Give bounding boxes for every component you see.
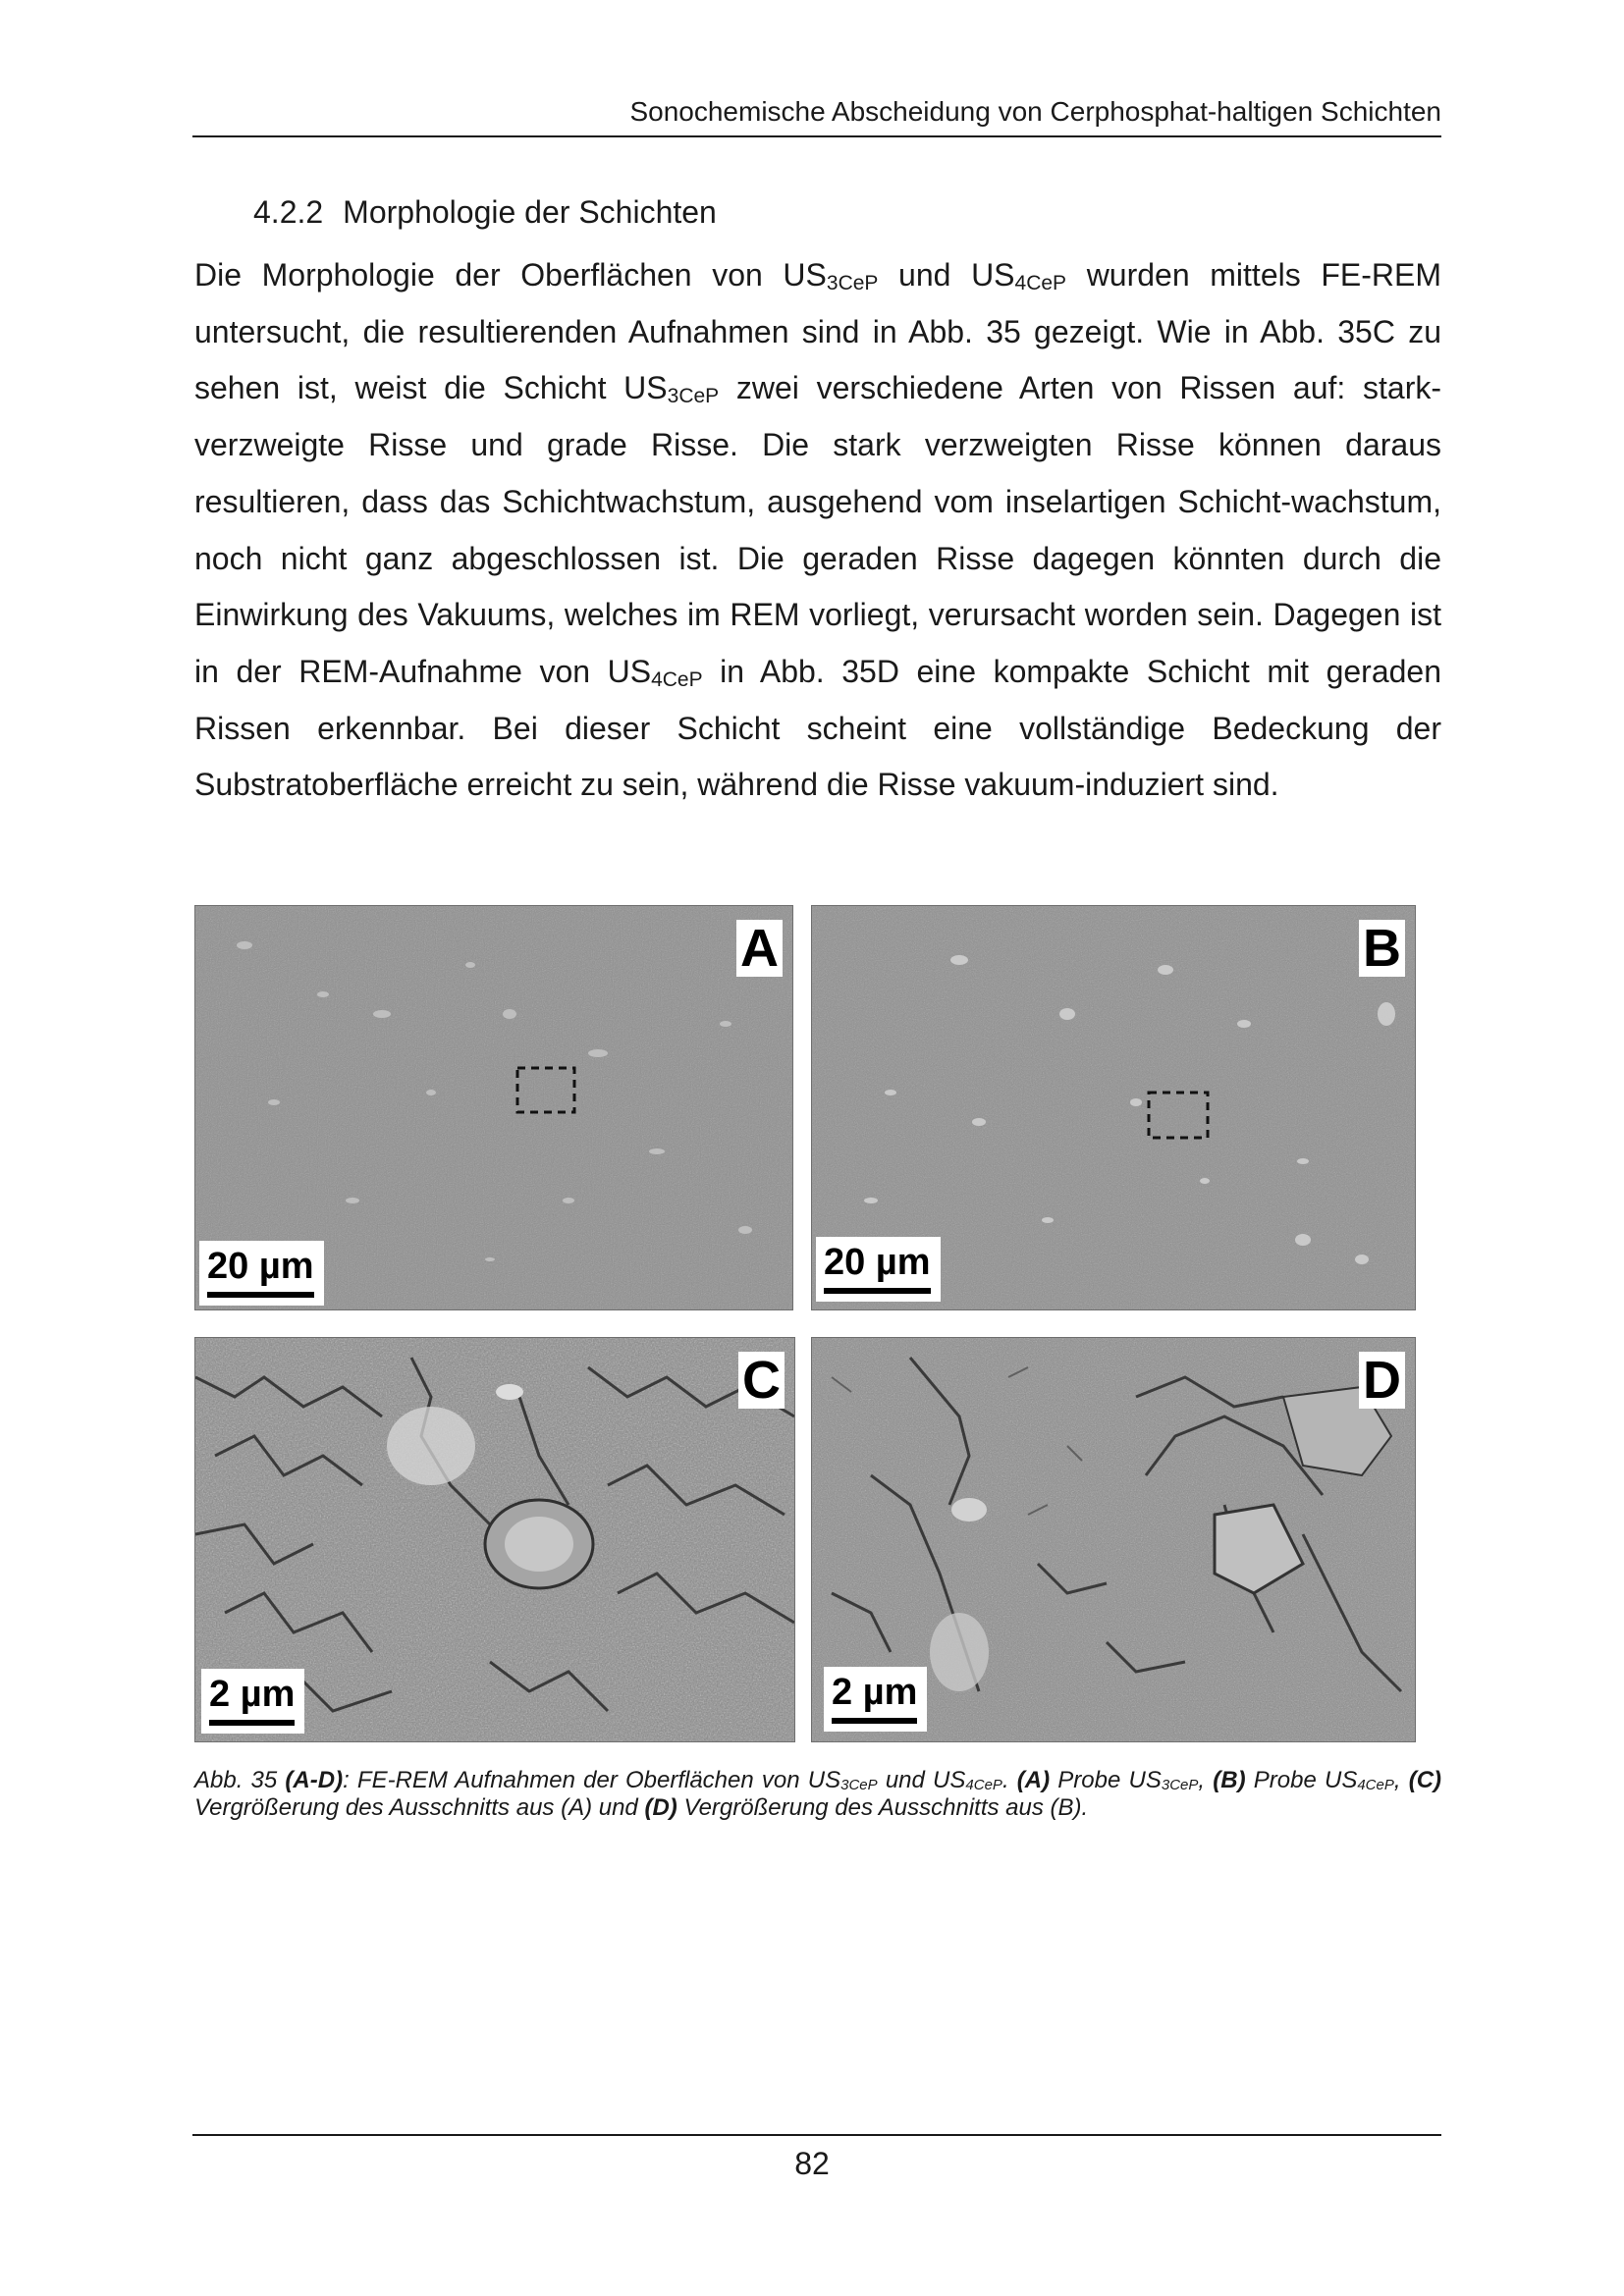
scale-label-d: 2 µm	[832, 1672, 918, 1713]
figure-caption	[194, 1767, 1441, 1822]
body-text-run: und US	[878, 257, 1015, 293]
caption-run: : FE-REM Aufnahmen der Oberflächen von US	[343, 1767, 841, 1793]
body-subscript: 3CeP	[826, 272, 879, 294]
caption-subscript: 4CeP	[965, 1777, 1002, 1793]
caption-bold-run: (A-D)	[285, 1767, 344, 1793]
scale-label-a: 20 µm	[207, 1246, 314, 1287]
sem-panel-b	[811, 905, 1416, 1310]
panel-label-c: C	[738, 1352, 785, 1409]
caption-run: ,	[1393, 1767, 1409, 1793]
body-subscript: 3CeP	[667, 385, 720, 408]
caption-subscript: 3CeP	[840, 1777, 878, 1793]
section-number: 4.2.2	[253, 194, 324, 230]
scale-bar-line-a	[207, 1292, 314, 1298]
body-text-run: in Abb. 35D eine kompakte Schicht mit geraden Rissen erkennbar. Bei dieser Schicht scheint eine vollständige Bedeckung der Substratoberfläche erreicht zu sein, während die Risse vakuum-induziert sind.	[194, 653, 1442, 803]
section-title: Morphologie der Schichten	[343, 194, 717, 230]
scale-bar-b	[816, 1237, 941, 1302]
sem-panel-c	[194, 1337, 795, 1742]
body-text-run: Die Morphologie der Oberflächen von US	[194, 257, 827, 293]
body-paragraph	[194, 247, 1441, 814]
panel-label-d: D	[1359, 1352, 1405, 1409]
caption-run: Probe US	[1050, 1767, 1162, 1793]
caption-run: Probe US	[1245, 1767, 1358, 1793]
caption-bold-run: (C)	[1408, 1767, 1442, 1793]
caption-run: Vergrößerung des Ausschnitts aus (A) und	[194, 1794, 645, 1821]
body-text-run: zwei verschiedene Arten von Rissen auf: stark-verzweigte Risse und grade Risse. Die stark verzweigten Risse können daraus resultieren, dass das Schichtwachstum, ausgehend vom inselartigen Schicht-wachstum, noch nicht ganz abgeschlossen ist. Die geraden Risse dagegen könnten durch die Einwirkung des Vakuums, welches im REM vorliegt, verursacht worden sein. Dagegen ist in der REM-Aufnahme von US	[194, 370, 1442, 689]
caption-run: ,	[1198, 1767, 1214, 1793]
caption-bold-run: (A)	[1016, 1767, 1051, 1793]
footer-rule	[192, 2134, 1441, 2136]
caption-run: und US	[877, 1767, 966, 1793]
page-number: 82	[794, 2146, 830, 2181]
caption-run: Abb. 35	[194, 1767, 286, 1793]
scale-bar-line-b	[824, 1288, 931, 1294]
caption-subscript: 3CeP	[1161, 1777, 1199, 1793]
scale-label-b: 20 µm	[824, 1242, 931, 1283]
body-subscript: 4CeP	[651, 667, 703, 691]
body-text-run: wurden mittels FE-REM untersucht, die resultierenden Aufnahmen sind in Abb. 35 gezeigt. Wie in Abb. 35C zu sehen ist, weist die Schicht US	[194, 257, 1442, 406]
caption-bold-run: (B)	[1213, 1767, 1246, 1793]
body-subscript: 4CeP	[1014, 272, 1067, 294]
scale-bar-c	[201, 1669, 304, 1734]
caption-subscript: 4CeP	[1357, 1777, 1394, 1793]
caption-run: Vergrößerung des Ausschnitts aus (B).	[677, 1794, 1089, 1821]
scale-bar-line-d	[832, 1718, 917, 1724]
scale-label-c: 2 µm	[209, 1674, 296, 1715]
scale-bar-d	[824, 1667, 927, 1732]
sem-panel-d	[811, 1337, 1416, 1742]
scale-bar-a	[199, 1241, 324, 1306]
panel-label-b: B	[1359, 920, 1405, 977]
section-heading	[253, 192, 717, 232]
scale-bar-line-c	[209, 1720, 295, 1726]
caption-bold-run: (D)	[644, 1794, 677, 1821]
sem-panel-a	[194, 905, 793, 1310]
running-header: Sonochemische Abscheidung von Cerphosphat-haltigen Schichten	[629, 96, 1441, 127]
caption-run: .	[1001, 1767, 1017, 1793]
panel-label-a: A	[736, 920, 783, 977]
header-rule	[192, 135, 1441, 137]
